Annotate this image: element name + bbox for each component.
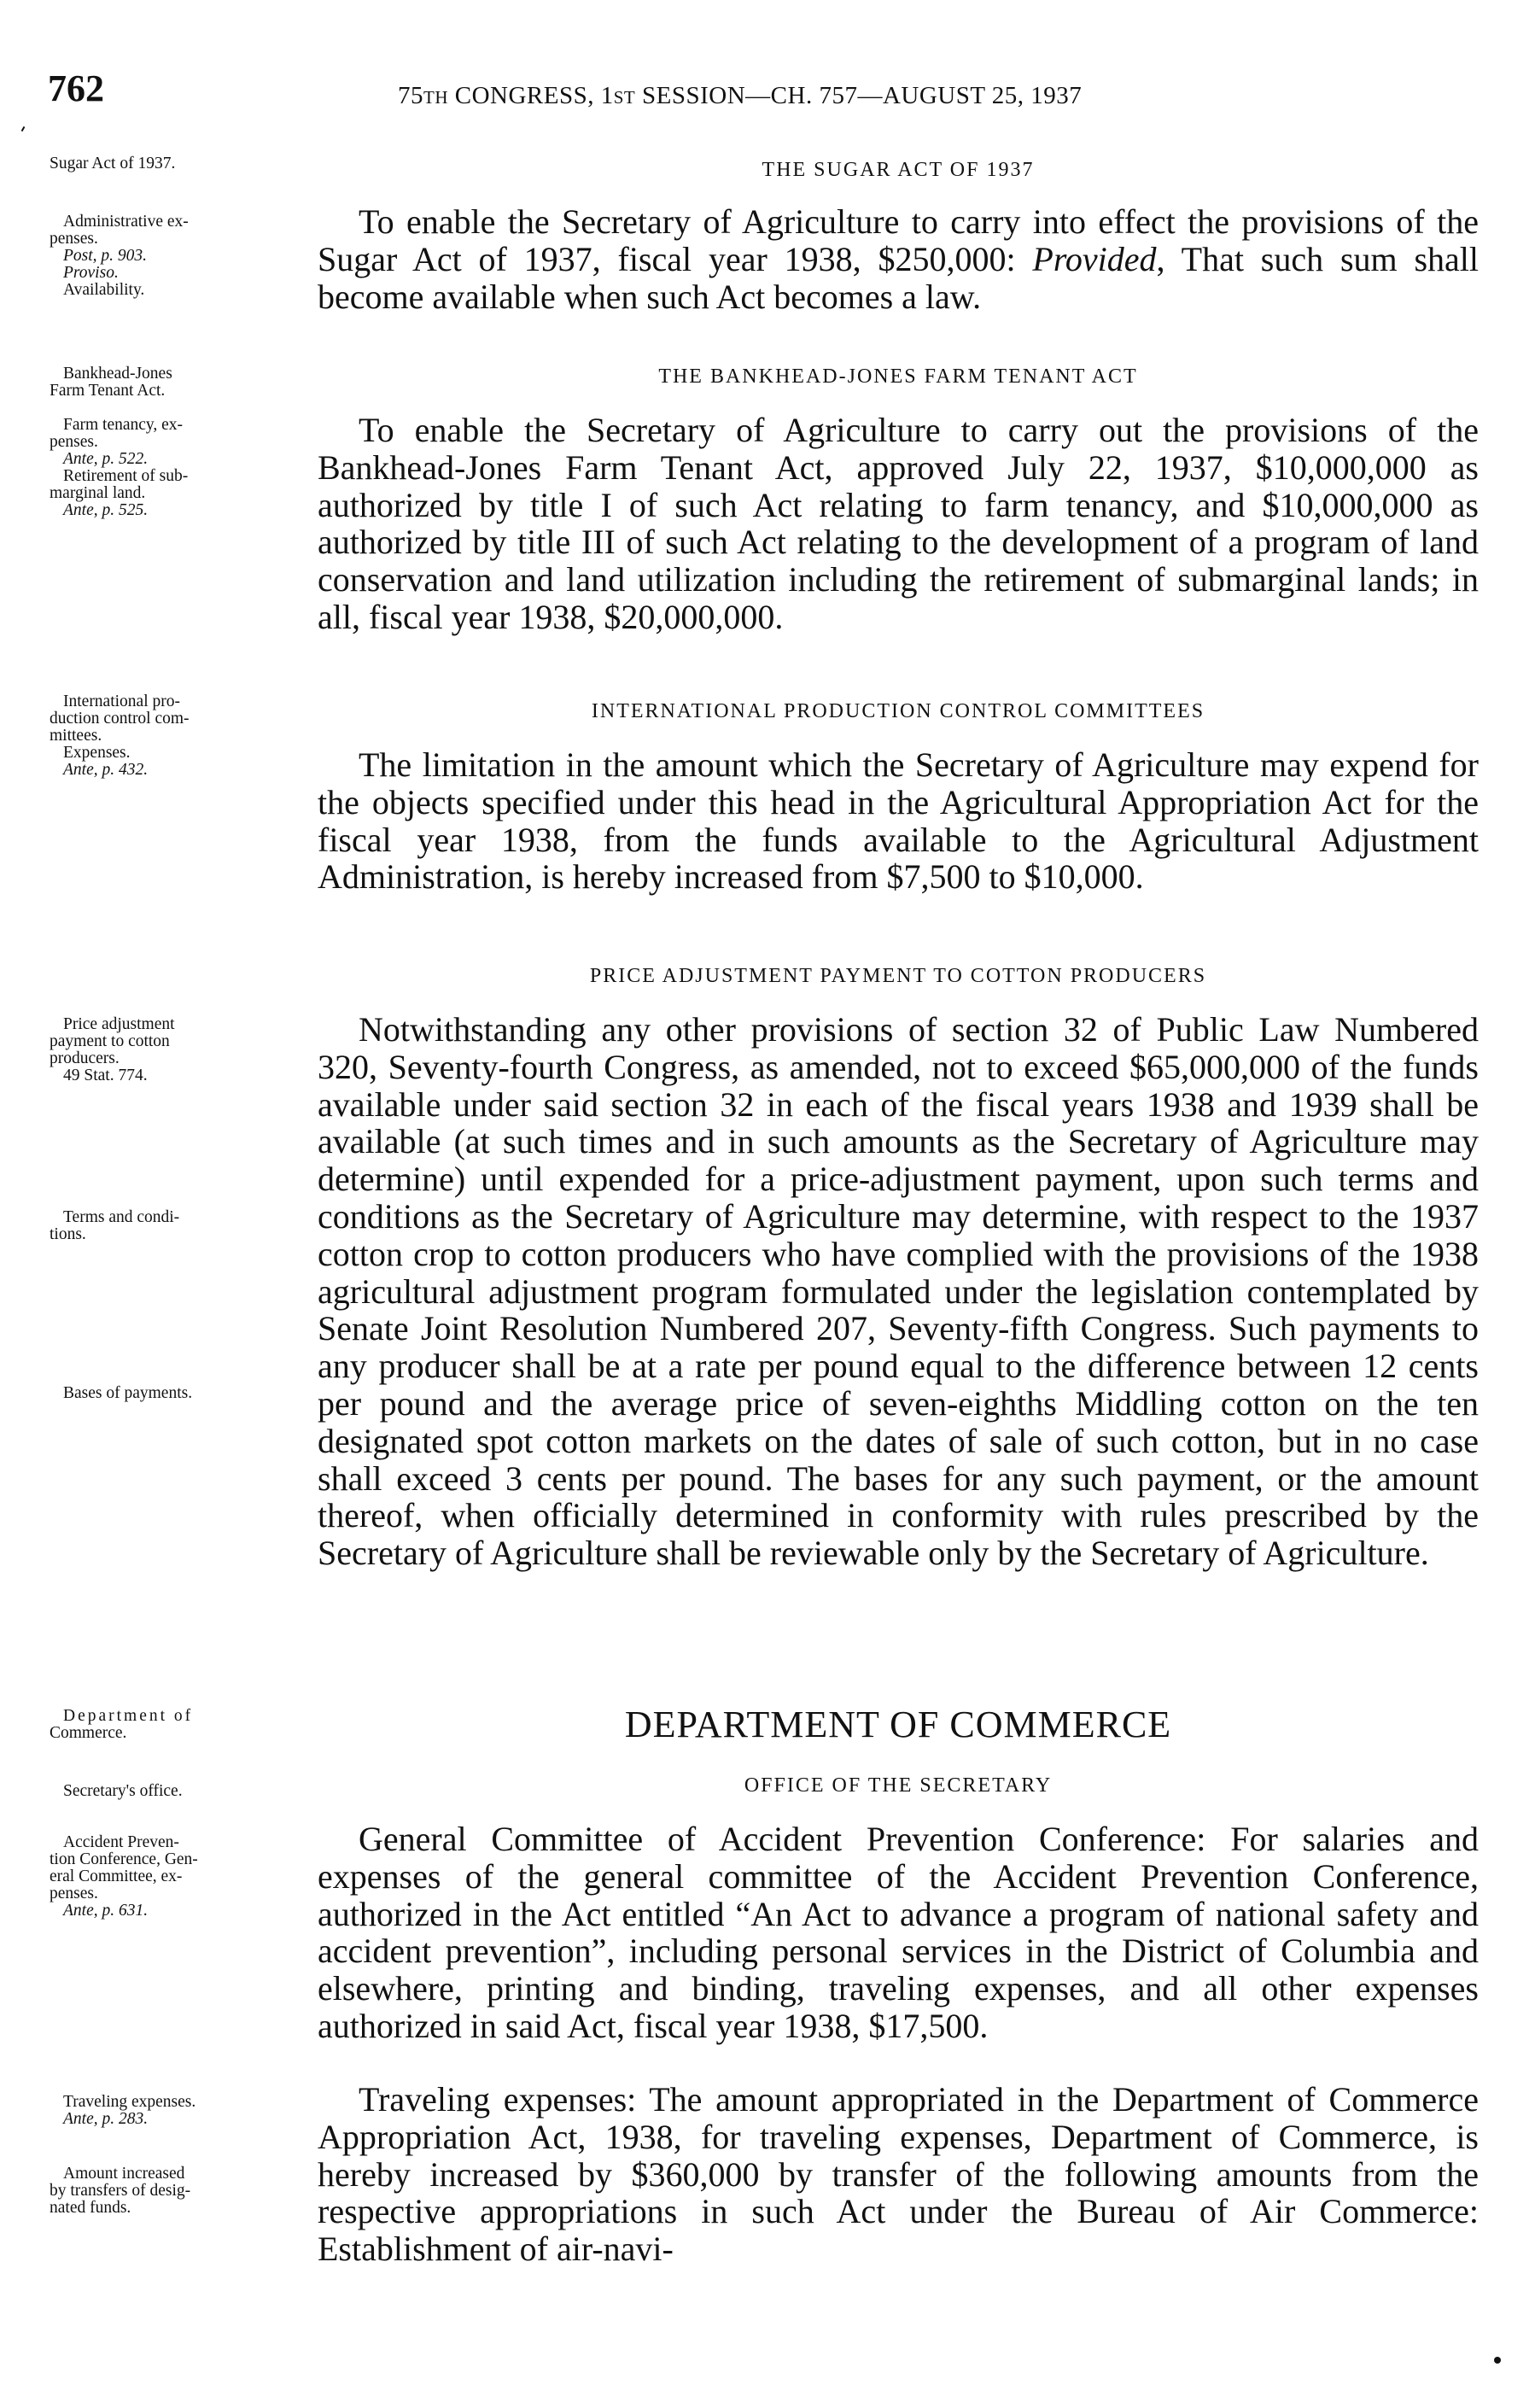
stray-dot (1494, 2357, 1501, 2364)
margin-note-line: Price adjustment (63, 1015, 175, 1033)
congress-word: CONGRESS, 1 (448, 82, 614, 109)
session-suffix: ST (613, 87, 636, 108)
proviso-term: Provided (1032, 239, 1157, 278)
international-text: The limitation in the amount which the Secretary of Agriculture may expend for the objects specified under this head in the Agricultural Appropriation Act for the fiscal year 1938, from the funds available to the Agricultural Adjustment Administration, is hereby increased from $7,500 to $10,000. (318, 745, 1479, 897)
margin-note-line: Farm tenancy, ex- (63, 416, 184, 434)
margin-note-traveling (50, 2094, 297, 2128)
margin-note-accident (50, 1834, 297, 1920)
margin-note-line: Retirement of sub- (63, 467, 189, 485)
margin-note-line: tions. (50, 1225, 86, 1243)
paragraph-traveling-expenses (318, 2081, 1479, 2268)
margin-note-line: mittees. (50, 727, 102, 745)
margin-note-line: tion Conference, Gen- (50, 1850, 198, 1868)
margin-note-line: nated funds. (50, 2199, 131, 2217)
margin-note-line: by transfers of desig- (50, 2182, 191, 2200)
margin-note-line: Terms and condi- (63, 1208, 180, 1226)
page-number: 762 (48, 67, 104, 109)
margin-note-line: payment to cotton (50, 1032, 170, 1050)
margin-note-line: Farm Tenant Act. (50, 382, 166, 400)
margin-note-line: producers. (50, 1049, 120, 1067)
margin-note-ref: Post, p. 903. (63, 247, 148, 265)
price-text: Notwithstanding any other provisions of section 32 of Public Law Numbered 320, Seventy-fourth Congress, as amended, not to exceed $65,000,000 of the funds available under said section 32 in each of the fiscal years 1938 and 1939 shall be available (at such times and in such amounts as the Secretary of Agriculture may determine) until expended for a price-adjustment payment, upon such terms and conditions as the Secretary of Agriculture may determine, with respect to the 1937 cotton crop to cotton producers who have complied with the provisions of the 1938 agricultural adjustment program formulated under the legislation contemplated by Senate Joint Resolution Numbered 207, Seventy-fifth Congress. Such payments to any producer shall be at a rate per pound equal to the difference between 12 cents per pound and the average price of seven-eighths Middling cotton on the ten designated spot cotton markets on the dates of sale of such cotton, but in no case shall exceed 3 cents per pound. The bases for any such payment, or the amount thereof, when officially determined in conformity with rules prescribed by the Secretary of Agriculture shall be reviewable only by the Secretary of Agriculture. (318, 1010, 1479, 1573)
traveling-text: Traveling expenses: The amount appropriated in the Department of Commerce Appropriation Act, 1938, for traveling expenses, Department of Commerce, is hereby increased by $360,000 by transfer of the following amounts from the respective appropriations in such Act under the Bureau of Air Commerce: Establishment of air-navi- (318, 2080, 1479, 2269)
margin-note-ref: Ante, p. 283. (63, 2110, 149, 2128)
margin-note-line: Administrative ex- (63, 213, 189, 231)
margin-note-line: penses. (50, 433, 98, 451)
margin-note-admin-expenses (50, 213, 297, 299)
margin-note-bankhead-jones (50, 365, 297, 400)
margin-note-line: penses. (50, 1885, 98, 1902)
margin-note-line: marginal land. (50, 484, 146, 502)
paragraph-price-adjustment (318, 1011, 1479, 1572)
bankhead-text: To enable the Secretary of Agriculture to carry out the provisions of the Bankhead-Jones Farm Tenant Act, approved July 22, 1937, $10,000,000 as authorized by title I of such Act relating to farm tenancy, and $10,000,000 as authorized by title III of such Act relating to the development of a program of land conservation and land utilization including the retirement of submarginal lands; in all, fiscal year 1938, $20,000,000. (318, 411, 1479, 636)
department-heading: DEPARTMENT OF COMMERCE (624, 1704, 1172, 1745)
margin-note-line: Traveling expenses. (63, 2093, 196, 2111)
margin-note-line: Bankhead-Jones (63, 365, 172, 383)
section-heading-international: INTERNATIONAL PRODUCTION CONTROL COMMITTEES (591, 700, 1205, 722)
margin-note-line: Sugar Act of 1937. (50, 155, 176, 172)
accident-text: General Committee of Accident Prevention Conference: For salaries and expenses of the general committee of the Accident Prevention Conference, authorized in the Act entitled “An Act to advance a program of national safety and accident prevention”, including personal services in the District of Columbia and elsewhere, printing and binding, traveling expenses, and all other expenses authorized in said Act, fiscal year 1938, $17,500. (318, 1820, 1479, 2045)
paragraph-bankhead-jones (318, 412, 1479, 636)
paragraph-international (318, 746, 1479, 896)
margin-note-ref: Proviso. (63, 264, 119, 282)
section-heading-bankhead-jones: THE BANKHEAD-JONES FARM TENANT ACT (658, 365, 1138, 388)
margin-note-secretary-office (50, 1783, 297, 1800)
section-heading-price-adjustment: PRICE ADJUSTMENT PAYMENT TO COTTON PRODUCERS (589, 965, 1207, 987)
margin-note-line: Accident Preven- (63, 1833, 179, 1851)
margin-note-terms (50, 1209, 297, 1243)
sugar-text-part: To enable the Secretary of Agriculture to carry into effect the provisions of the Sugar Act of 1937, fiscal year 1938, $250,000: (318, 202, 1479, 278)
margin-note-bases (50, 1385, 297, 1402)
paragraph-sugar-act (318, 203, 1479, 315)
running-head (398, 82, 1082, 110)
paragraph-accident-prevention (318, 1821, 1479, 2045)
margin-note-line: Bases of payments. (63, 1384, 193, 1402)
margin-note-ref: Ante, p. 522. (63, 450, 149, 468)
margin-note-line: Amount increased (63, 2165, 185, 2183)
margin-note-line: 49 Stat. 774. (63, 1067, 148, 1084)
office-heading: OFFICE OF THE SECRETARY (744, 1774, 1053, 1797)
margin-note-line: Availability. (63, 281, 145, 299)
running-head-rest: SESSION—CH. 757—AUGUST 25, 1937 (635, 82, 1083, 109)
margin-note-sugar-act (50, 155, 297, 172)
margin-note-increased (50, 2165, 297, 2217)
stray-mark (21, 126, 26, 132)
margin-note-farm-tenancy (50, 417, 297, 519)
margin-note-line: Commerce. (50, 1724, 127, 1742)
margin-note-line: eral Committee, ex- (50, 1867, 183, 1885)
margin-note-ref: Ante, p. 631. (63, 1902, 149, 1920)
margin-note-line: Expenses. (63, 744, 131, 762)
margin-note-price-adjustment (50, 1016, 297, 1084)
margin-note-international (50, 693, 297, 779)
margin-note-line: Department of (63, 1707, 194, 1725)
margin-note-line: Secretary's office. (63, 1782, 183, 1800)
sugar-text-part: , That such sum shall become available when such Act becomes a law. (318, 239, 1479, 316)
margin-note-commerce (50, 1708, 297, 1742)
margin-note-ref: Ante, p. 432. (63, 761, 149, 779)
margin-note-line: duction control com- (50, 710, 190, 728)
section-heading-sugar-act: THE SUGAR ACT OF 1937 (762, 159, 1035, 181)
congress-suffix: TH (423, 87, 448, 108)
margin-note-line: penses. (50, 230, 98, 248)
margin-note-ref: Ante, p. 525. (63, 501, 149, 519)
congress-number: 75 (398, 82, 423, 109)
margin-note-line: International pro- (63, 693, 180, 710)
